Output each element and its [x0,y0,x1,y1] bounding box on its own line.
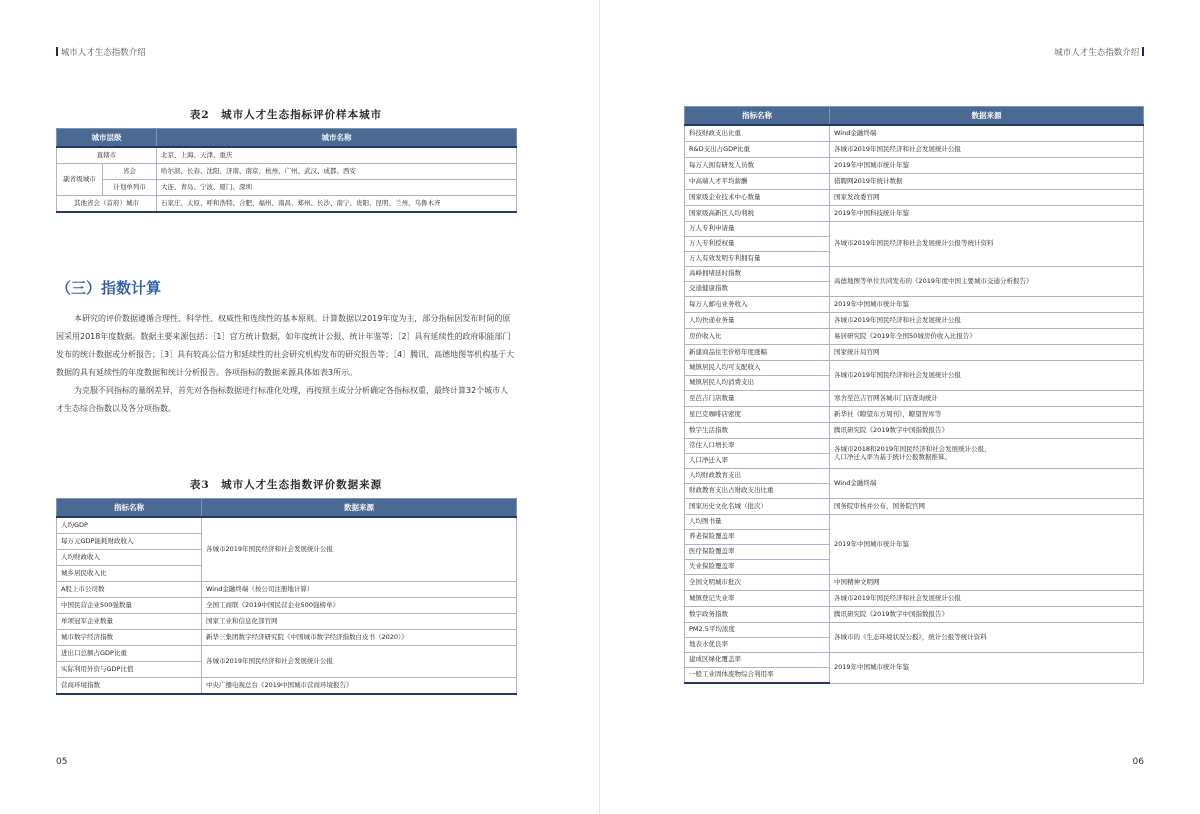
page-number: 06 [1132,757,1144,767]
indicator-name-cell: 单项冠军企业数量 [57,614,202,630]
table3 [56,498,517,695]
cities-cell: 石家庄、太原、呼和浩特、合肥、福州、南昌、郑州、长沙、南宁、贵阳、昆明、兰州、乌鲁木齐 [157,196,517,213]
table3-header-source: 数据来源 [202,499,517,518]
indicator-name-cell: 每万人拥有研发人员数 [685,158,830,174]
data-source-cell: 国家工业和信息化部官网 [202,614,517,630]
level-cell: 直辖市 [57,147,157,164]
indicator-name-cell: 城镇登记失业率 [685,591,830,607]
indicator-name-cell: 养老保险覆盖率 [685,530,830,545]
table-row [685,329,1144,345]
data-source-cell: 全国工商联《2019中国民营企业500强榜单》 [202,598,517,614]
table-row [685,125,1144,142]
indicator-name-cell: 高峰拥堵延时指数 [685,267,830,282]
data-source-cell: 猎聘网2019年统计数据 [830,174,1144,190]
data-source-cell: 新华三集团数字经济研究院《中国城市数字经济指数白皮书（2020）》 [202,630,517,646]
data-source-cell: 腾讯研究院《2019数字中国指数报告》 [830,607,1144,623]
indicator-name-cell: 交通健康指数 [685,282,830,297]
indicator-name-cell: 医疗保险覆盖率 [685,545,830,560]
indicator-name-cell: 数字生活指数 [685,423,830,439]
table-row [57,517,517,534]
indicator-name-cell: 中国民营企业500强数量 [57,598,202,614]
indicator-name-cell: 实际利用外资与GDP比值 [57,662,202,678]
indicator-name-cell: 进出口总额占GDP比重 [57,646,202,662]
indicator-name-cell: 人均GDP [57,517,202,534]
body-text [56,310,516,418]
data-source-cell: 2019年中国城市统计年鉴 [830,515,1144,575]
data-source-cell: 2019年中国城市统计年鉴 [830,158,1144,174]
table-row [685,142,1144,158]
paragraph: 本研究的评价数据遵循合理性、科学性、权威性和连续性的基本原则。计算数据以2019年度为主，部分指标因发布时间的原因采用2018年度数据。数据主要来源包括：［1］官方统计数据，如年度统计公报、统计年鉴等；［2］具有延续性的政府职能部门发布的统计数据或分析报告；［3］具有较高公信力和延续性的社会研究机构发布的研究报告等；［4］腾讯、高德地图等机构基于大数据的具有延续性的年度数据和统计分析报告。各项指标的数据来源具体如表3所示。 [56,314,515,377]
paragraph: 为克服不同指标的量纲差异，首先对各指标数据进行标准化处理，再按照主成分分析确定各指标权重，最终计算32个城市人才生态综合指数以及各分项指数。 [56,386,509,413]
indicator-name-cell: 失业保险覆盖率 [685,560,830,575]
indicator-name-cell: 科技财政支出比重 [685,125,830,142]
data-source-cell: 各城市2019年国民经济和社会发展统计公报 [202,646,517,678]
indicator-name-cell: 房价收入比 [685,329,830,345]
table-row [685,653,1144,668]
table2-header-level: 城市层级 [57,129,157,148]
table-row [685,591,1144,607]
indicator-name-cell: 国家历史文化名城（批次） [685,499,830,515]
indicator-name-cell: 人均财政教育支出 [685,469,830,484]
indicator-name-cell: A股上市公司数 [57,582,202,598]
data-source-cell: 各城市2019年国民经济和社会发展统计公报 [830,313,1144,329]
indicator-name-cell: 新建商品住宅价格年度涨幅 [685,345,830,361]
table-row [57,180,517,196]
data-source-cell: 国务院审核并公布，国务院官网 [830,499,1144,515]
indicator-name-cell: 人口净迁入率 [685,454,830,469]
data-source-cell: 寒舍至芭吉官网各城市门店查询统计 [830,391,1144,407]
indicator-name-cell: 财政教育支出占财政支出比重 [685,484,830,499]
header-bar-mark [56,47,58,56]
table-row [685,469,1144,484]
indicator-name-cell: 常住人口增长率 [685,439,830,454]
indicator-name-cell: 城市数字经济指数 [57,630,202,646]
table-row [685,515,1144,530]
table-row [685,391,1144,407]
level-cell: 其他省会（首府）城市 [57,196,157,213]
table-row [57,646,517,662]
table2-header-row [57,129,517,148]
data-source-cell: 各城市的《生态环境状况公报》，统计公报等统计资料 [830,623,1144,653]
table-row [685,623,1144,638]
cities-cell: 大连、青岛、宁波、厦门、深圳 [157,180,517,196]
header-source: 数据来源 [830,107,1144,126]
indicator-name-cell: 国家级高新区人均利税 [685,206,830,222]
indicator-name-cell: 万人专利授权量 [685,237,830,252]
data-source-cell: 国家统计局官网 [830,345,1144,361]
indicator-name-cell: 至芭吉门店数量 [685,391,830,407]
indicator-name-cell: 建成区绿化覆盖率 [685,653,830,668]
indicator-name-cell: 万人有效发明专利拥有量 [685,252,830,267]
table-row [57,147,517,164]
table-row [685,575,1144,591]
table-row [685,174,1144,190]
table2 [56,128,517,213]
table-row [685,297,1144,313]
table-header-row [685,107,1144,126]
table-row [685,439,1144,454]
right-page [600,0,1200,814]
indicator-name-cell: 国家级企业技术中心数量 [685,190,830,206]
sublevel-cell: 计划单列市 [103,180,157,196]
indicator-name-cell: 城镇居民人均可支配收入 [685,361,830,376]
data-source-cell: 2019年中国城市统计年鉴 [830,653,1144,684]
indicator-name-cell: 城镇居民人均消费支出 [685,376,830,391]
indicator-name-cell: 城乡居民收入比 [57,566,202,582]
data-source-cell: 2019年中国城市统计年鉴 [830,297,1144,313]
table2-caption: 表2 城市人才生态指标评价样本城市 [189,109,383,121]
data-source-cell: 中国精神文明网 [830,575,1144,591]
table-row [685,423,1144,439]
header-bar-mark [1142,47,1144,56]
running-header-text: 城市人才生态指数介绍 [60,48,146,58]
data-source-cell: 国家发改委官网 [830,190,1144,206]
indicator-name-cell: 每万人邮电业务收入 [685,297,830,313]
table-row [685,206,1144,222]
table-row [685,361,1144,376]
indicator-name-cell: 万人专利申请量 [685,222,830,237]
data-source-cell: 中央广播电视总台《2019中国城市营商环境报告》 [202,678,517,695]
data-source-cell: 各城市2019年国民经济和社会发展统计公报 [202,517,517,582]
running-header [56,46,146,58]
sublevel-cell: 省会 [103,164,157,180]
data-source-cell: 各城市2019年国民经济和社会发展统计公报 [830,361,1144,391]
data-source-cell: 各城市2019年国民经济和社会发展统计公报等统计资料 [830,222,1144,267]
indicator-name-cell: 每万元GDP能耗财政收入 [57,534,202,550]
data-source-cell: 各城市2018和2019年国民经济和社会发展统计公报， 人口净迁入率为基于统计公报数据推算。 [830,439,1144,469]
cities-cell: 哈尔滨、长春、沈阳、济南、南京、杭州、广州、武汉、成都、西安 [157,164,517,180]
indicator-name-cell: 人均图书量 [685,515,830,530]
data-source-cell: 易居研究院《2019年全国50城房价收入比报告》 [830,329,1144,345]
header-name: 指标名称 [685,107,830,126]
table-row [685,499,1144,515]
indicator-name-cell: 一般工业固体废物综合利用率 [685,668,830,684]
data-source-cell: Wind金融终端 [830,125,1144,142]
table-row [57,164,517,180]
table-row [685,607,1144,623]
indicator-name-cell: 人均财政收入 [57,550,202,566]
table-row [57,582,517,598]
indicator-name-cell: 全国文明城市批次 [685,575,830,591]
indicator-name-cell: 人均快递业务量 [685,313,830,329]
running-header [1054,46,1144,58]
table-row [57,630,517,646]
table-row [685,158,1144,174]
data-source-cell: 各城市2019年国民经济和社会发展统计公报 [830,142,1144,158]
indicator-name-cell: 营商环境指数 [57,678,202,695]
indicator-name-cell: R&D支出占GDP比重 [685,142,830,158]
table-row [57,614,517,630]
table-row [57,598,517,614]
indicator-name-cell: 数字政务指数 [685,607,830,623]
indicator-name-cell: 星巴克咖啡店密度 [685,407,830,423]
data-source-cell: Wind金融终端（按公司注册地计算） [202,582,517,598]
data-source-cell: 2019年中国科技统计年鉴 [830,206,1144,222]
data-source-cell: 高德地图等单位共同发布的《2019年度中国主要城市交通分析报告》 [830,267,1144,297]
indicator-name-cell: 地表水优良率 [685,638,830,653]
indicator-name-cell: 中高端人才平均薪酬 [685,174,830,190]
cities-cell: 北京、上海、天津、重庆 [157,147,517,164]
table-row [685,222,1144,237]
data-source-cell: Wind金融终端 [830,469,1144,499]
section-title: （三）指数计算 [56,279,162,297]
table3-header-name: 指标名称 [57,499,202,518]
table3-caption: 表3 城市人才生态指数评价数据来源 [189,479,383,491]
table3-continued [684,106,1144,684]
page-number: 05 [56,757,68,767]
data-source-cell: 腾讯研究院《2019数字中国指数报告》 [830,423,1144,439]
table-row [57,196,517,213]
table-row [685,313,1144,329]
data-source-cell: 各城市2019年国民经济和社会发展统计公报 [830,591,1144,607]
table-row [57,678,517,695]
running-header-text: 城市人才生态指数介绍 [1054,48,1140,58]
data-source-cell: 新华社《瞭望东方周刊》，瞭望智库等 [830,407,1144,423]
table3-header-row [57,499,517,518]
table-row [685,190,1144,206]
table-row [685,407,1144,423]
level-cell: 副省级城市 [57,164,103,196]
table2-header-cities: 城市名称 [157,129,517,148]
indicator-name-cell: PM2.5平均浓度 [685,623,830,638]
table-row [685,345,1144,361]
table-row [685,267,1144,282]
